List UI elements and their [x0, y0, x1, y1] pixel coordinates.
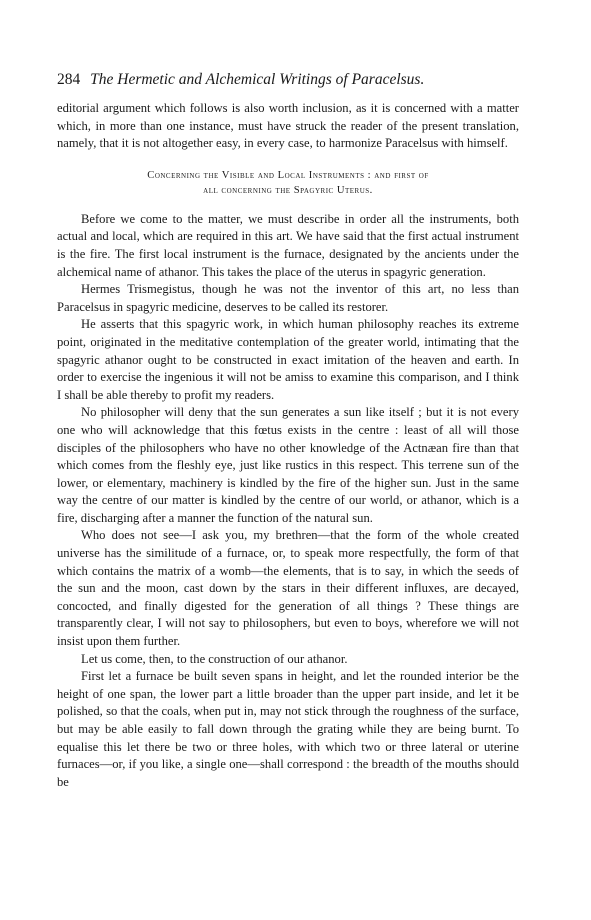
body-paragraph: He asserts that this spagyric work, in which human philosophy reaches its extreme point, originated in the meditative contemplation of the greater world, intimating that the spagyric athanor ought to be constructed in exact imitation of the heaven and earth. In order to exercise the ingenious it will not be amiss to examine this comparison, and I think I shall be able thereby to profit my readers. [57, 317, 519, 402]
body-paragraph: First let a furnace be built seven spans in height, and let the rounded interior be the height of one span, the lower part a little broader than the upper part inside, and let it be polished, so that the coals, when put in, may not stick through the roughness of the surface, but may be able easily to fall down through the grating while they are being burnt. To equalise this let there be two or three holes, with which two or three lateral or uterine furnaces—or, if you like, a single one—shall correspond : the breadth of the mouths should be [57, 669, 519, 789]
section-heading-line-2: all concerning the Spagyric Uterus. [203, 185, 373, 197]
body-paragraph: Let us come, then, to the construction of our athanor. [81, 651, 348, 666]
running-title: The Hermetic and Alchemical Writings of Paracelsus. [90, 71, 425, 88]
body-paragraph: No philosopher will deny that the sun generates a sun like itself ; but it is not every one who will acknowledge that this fœtus exists in the centre : least of all will those disciples of the philosophers who have no other knowledge of the Actnæan fire than that which comes from the fleshly eye, just like rustics in this respect. This terrene sun of the lower, or elementary, machinery is kindled by the fire of the higher sun. Just in the same way the centre of our matter is kindled by the centre of our world, or athanor, which is a fire, discharging after a manner the function of the natural sun. [57, 405, 519, 525]
section-heading-line-1: Concerning the Visible and Local Instruments : and first of [147, 169, 429, 181]
section-heading [57, 168, 519, 199]
body-paragraph: Hermes Trismegistus, though he was not the inventor of this art, no less than Paracelsus in spagyric medicine, deserves to be called its restorer. [57, 282, 519, 314]
running-head [57, 70, 519, 90]
intro-paragraph: editorial argument which follows is also worth inclusion, as it is concerned with a matter which, in more than one instance, must have struck the reader of the present translation, namely, that it is not altogether easy, in every case, to harmonize Paracelsus with himself. [57, 101, 519, 151]
body-paragraph: Who does not see—I ask you, my brethren—that the form of the whole created universe has the similitude of a furnace, or, to speak more respectfully, the form of that which contains the matrix of a womb—the elements, that is to say, in which the seeds of the sun and the moon, cast down by the stars in their different influxes, are decayed, concocted, and finally digested for the generation of all things ? These things are transparently clear, I will not say to philosophers, but even to boys, wherefore we will not insist upon them further. [57, 528, 519, 649]
body-paragraph: Before we come to the matter, we must describe in order all the instruments, both actual and local, which are required in this art. We have said that the first actual instrument is the fire. The first local instrument is the furnace, designated by the ancients under the alchemical name of athanor. This takes the place of the uterus in spagyric generation. [57, 211, 519, 279]
page-number: 284 [57, 71, 81, 88]
book-page [57, 70, 519, 791]
